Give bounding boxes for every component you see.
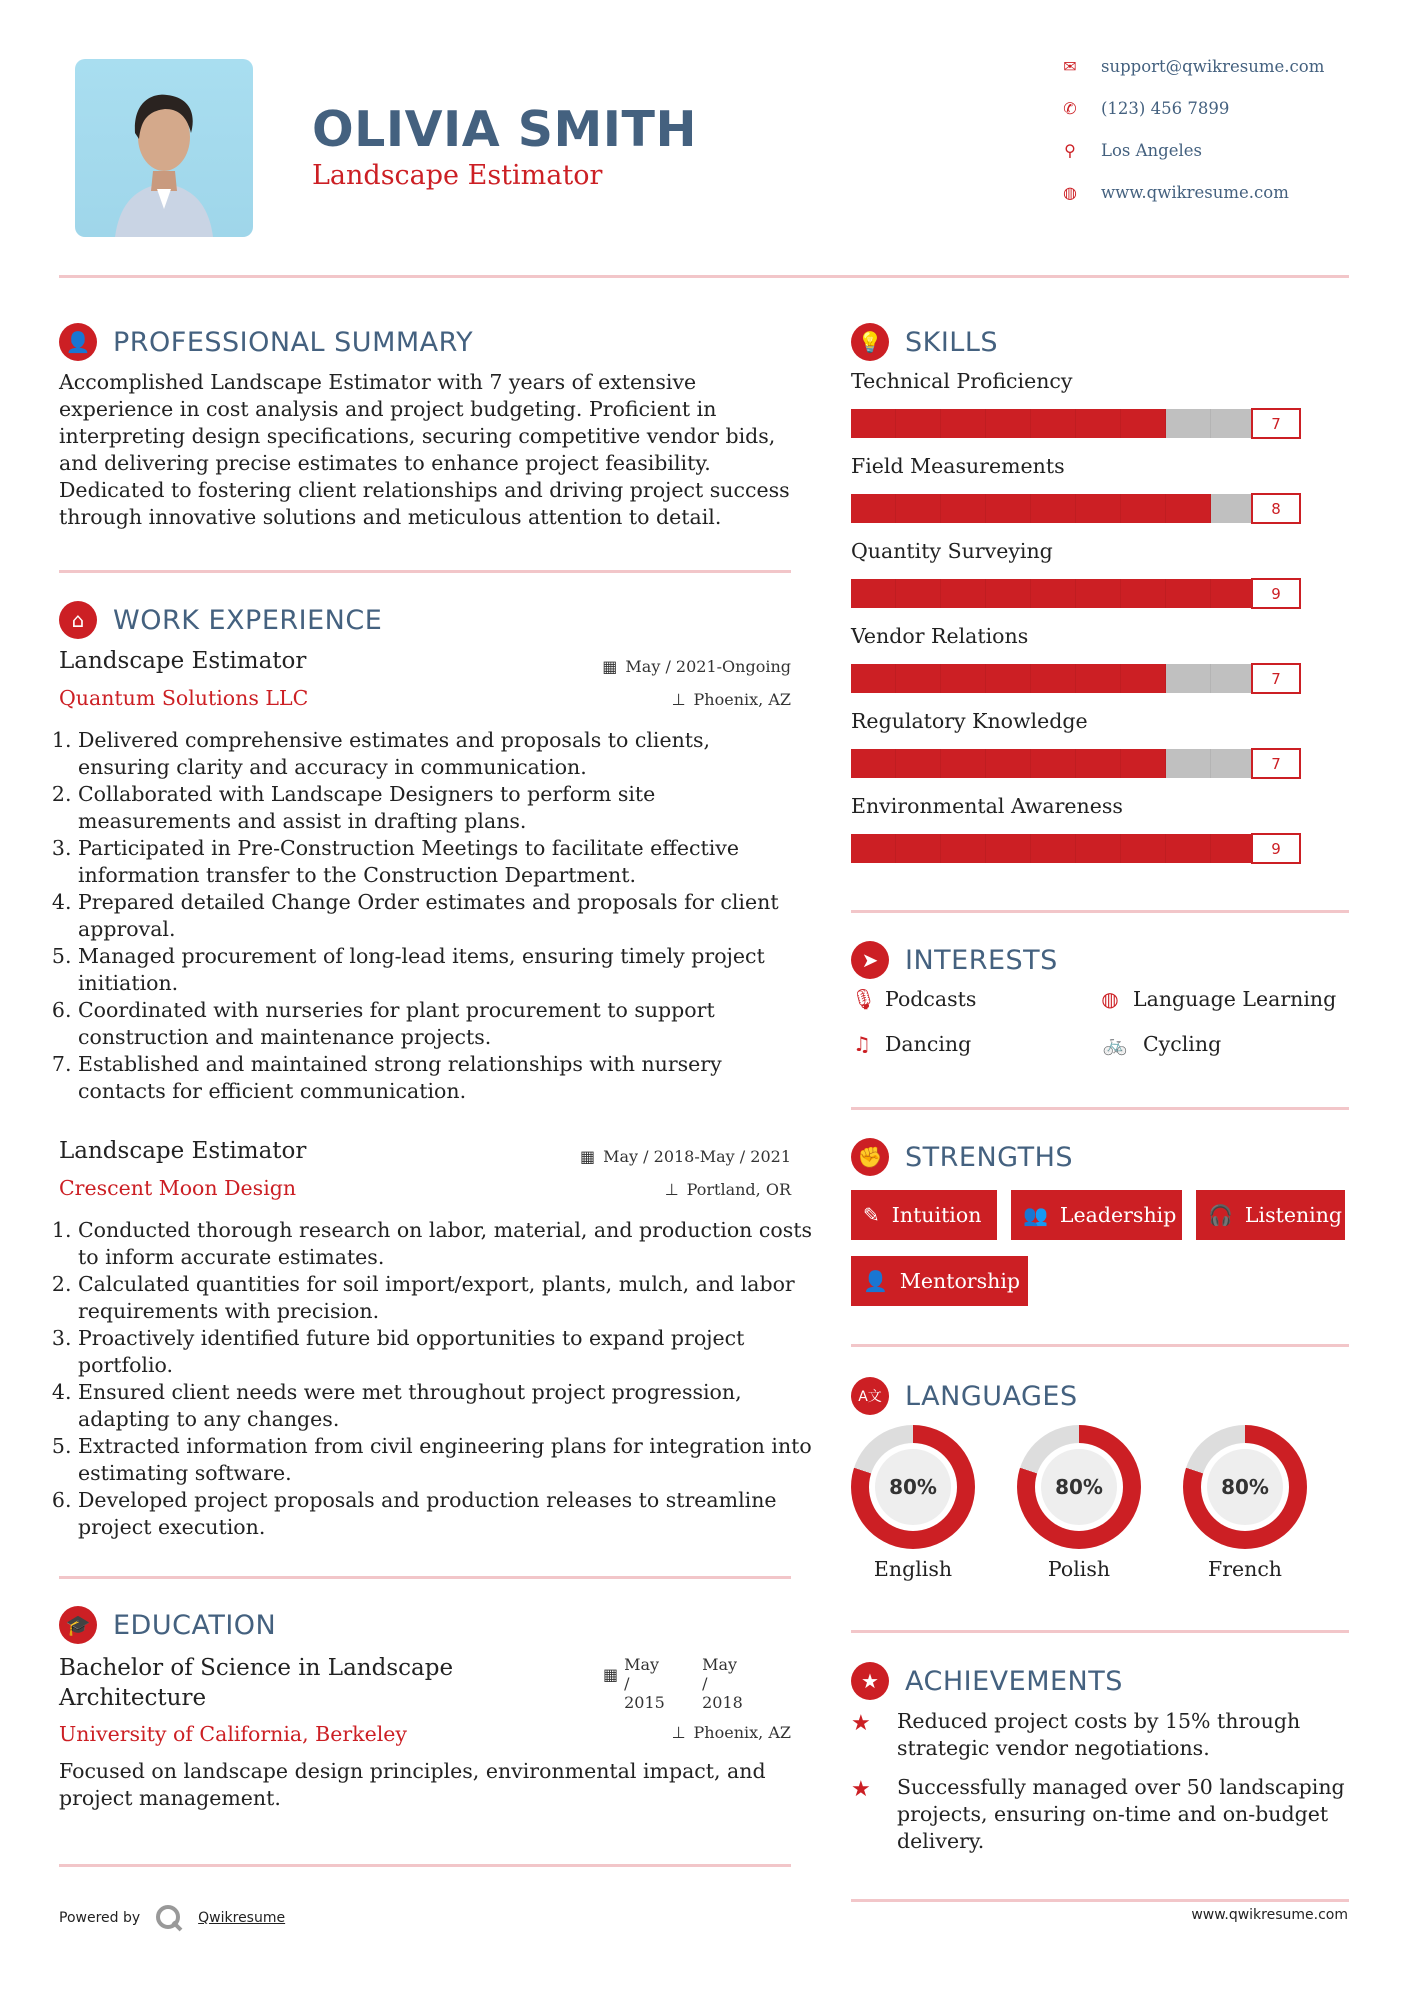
skill-label: Quantity Surveying xyxy=(851,539,1053,563)
interests-heading: ➤ INTERESTS xyxy=(851,941,1058,979)
skill-value: 7 xyxy=(1251,408,1301,439)
users-icon: 👥 xyxy=(1023,1203,1048,1227)
skill-segment xyxy=(1121,834,1166,863)
skill-segment xyxy=(1211,749,1256,778)
language-donut xyxy=(1183,1425,1307,1549)
skill-segment xyxy=(986,579,1031,608)
pin-icon: ⊥ xyxy=(671,1723,686,1742)
skill-segment xyxy=(896,409,941,438)
briefcase-icon: ⌂ xyxy=(59,601,97,639)
skill-segment xyxy=(941,579,986,608)
skill-segment xyxy=(941,494,986,523)
skill-segment xyxy=(851,749,896,778)
contact-website[interactable]: ◍ www.qwikresume.com xyxy=(1061,183,1289,202)
powered-by: Powered by Qwikresume xyxy=(59,1903,285,1933)
skill-segment xyxy=(1211,579,1256,608)
skill-value: 7 xyxy=(1251,663,1301,694)
fist-icon: ✊ xyxy=(851,1138,889,1176)
languages-divider xyxy=(851,1630,1349,1633)
magic-wand-icon: ✎ xyxy=(863,1203,880,1227)
skill-segment xyxy=(851,664,896,693)
language-percent: 80% xyxy=(1207,1449,1283,1525)
footer-url[interactable]: www.qwikresume.com xyxy=(1191,1907,1348,1923)
paper-plane-icon: ➤ xyxy=(851,941,889,979)
education-school: University of California, Berkeley xyxy=(59,1722,407,1746)
skill-segment xyxy=(1166,834,1211,863)
education-description: Focused on landscape design principles, environmental impact, and project management. xyxy=(59,1759,766,1810)
list-item: 5. Extracted information from civil engineering plans for integration into estimating software. xyxy=(78,1433,818,1487)
interest-language-learning: ◍ Language Learning xyxy=(1099,987,1336,1011)
language-label: Polish xyxy=(1047,1557,1111,1581)
skill-segment xyxy=(1031,834,1076,863)
summary-text: Accomplished Landscape Estimator with 7 years of extensive experience in cost analysis and project budgeting. Proficient in interpreting design specifications, securing competitive vendor bids, and delivering precise estimates to enhance project feasibility. Dedicated to fostering client relationships and driving project success through innovative solutions and meticulous attention to detail. xyxy=(59,370,790,529)
skill-segment xyxy=(896,664,941,693)
skill-segment xyxy=(896,749,941,778)
skill-segment xyxy=(1121,749,1166,778)
skill-meter xyxy=(851,409,1301,438)
list-item: 3. Participated in Pre-Construction Meetings to facilitate effective information transfer to the Construction Department. xyxy=(78,835,808,889)
experience-heading: ⌂ WORK EXPERIENCE xyxy=(59,601,382,639)
achievement-item: ★ Successfully managed over 50 landscaping projects, ensuring on-time and on-budget delivery. xyxy=(851,1775,1345,1853)
skills-heading: 💡 SKILLS xyxy=(851,323,998,361)
job-2-dates: ▦ May / 2018-May / 2021 xyxy=(579,1147,791,1166)
skill-segment xyxy=(1076,409,1121,438)
job-2-company: Crescent Moon Design xyxy=(59,1176,297,1200)
skill-segment xyxy=(1031,409,1076,438)
skill-segment xyxy=(1031,494,1076,523)
skill-segment xyxy=(1166,579,1211,608)
skill-segment xyxy=(1121,409,1166,438)
job-2-location: ⊥ Portland, OR xyxy=(664,1180,791,1199)
skill-meter xyxy=(851,664,1301,693)
skill-segment xyxy=(1211,409,1256,438)
skills-divider xyxy=(851,910,1349,913)
education-heading: 🎓 EDUCATION xyxy=(59,1606,276,1644)
job-2-title: Landscape Estimator xyxy=(59,1138,307,1164)
language-label: French xyxy=(1207,1557,1283,1581)
contact-phone[interactable]: ✆ (123) 456 7899 xyxy=(1061,99,1229,118)
skill-segment xyxy=(1076,494,1121,523)
skill-segment xyxy=(1211,494,1256,523)
strengths-divider xyxy=(851,1344,1349,1347)
star-icon: ★ xyxy=(851,1711,871,1736)
skill-label: Vendor Relations xyxy=(851,624,1029,648)
job-1-dates: ▦ May / 2021-Ongoing xyxy=(602,657,791,676)
skill-value: 9 xyxy=(1251,833,1301,864)
skill-segment xyxy=(941,834,986,863)
globe-icon: ◍ xyxy=(1063,183,1077,202)
skill-segment xyxy=(851,579,896,608)
music-note-icon: ♫ xyxy=(853,1032,871,1056)
skill-meter xyxy=(851,834,1301,863)
skill-segment xyxy=(986,664,1031,693)
phone-icon: ✆ xyxy=(1063,99,1077,118)
education-location: ⊥ Phoenix, AZ xyxy=(671,1723,791,1742)
translate-icon: A文 xyxy=(851,1377,889,1415)
skill-meter xyxy=(851,749,1301,778)
skill-label: Technical Proficiency xyxy=(851,369,1073,393)
skill-segment xyxy=(896,579,941,608)
list-item: 3. Proactively identified future bid opportunities to expand project portfolio. xyxy=(78,1325,818,1379)
skill-value: 7 xyxy=(1251,748,1301,779)
microphone-icon: 🎙 xyxy=(851,987,877,1011)
lightbulb-icon: 💡 xyxy=(851,323,889,361)
language-label: English xyxy=(873,1557,953,1581)
contact-email[interactable]: ✉ support@qwikresume.com xyxy=(1061,57,1324,76)
candidate-name: OLIVIA SMITH xyxy=(312,101,697,158)
pin-icon: ⊥ xyxy=(664,1180,679,1199)
strength-mentorship: 👤 Mentorship xyxy=(851,1256,1028,1306)
achievements-divider xyxy=(851,1899,1349,1902)
job-2-responsibilities xyxy=(59,1217,818,1541)
skill-segment xyxy=(1121,494,1166,523)
strength-leadership: 👥 Leadership xyxy=(1011,1190,1182,1240)
skill-value: 8 xyxy=(1251,493,1301,524)
skill-segment xyxy=(896,834,941,863)
skill-segment xyxy=(851,409,896,438)
skill-segment xyxy=(1211,834,1256,863)
language-percent: 80% xyxy=(1041,1449,1117,1525)
calendar-icon: ▦ xyxy=(603,1665,619,1684)
achievements-heading: ★ ACHIEVEMENTS xyxy=(851,1662,1123,1700)
list-item: 1. Delivered comprehensive estimates and proposals to clients, ensuring clarity and accuracy in communication. xyxy=(78,727,808,781)
summary-heading: 👤 PROFESSIONAL SUMMARY xyxy=(59,323,473,361)
star-badge-icon: ★ xyxy=(851,1662,889,1700)
skill-segment xyxy=(1166,749,1211,778)
calendar-icon: ▦ xyxy=(579,1147,596,1166)
interest-podcasts: 🎙 Podcasts xyxy=(851,987,977,1011)
skill-segment xyxy=(1076,749,1121,778)
strength-listening: 🎧 Listening xyxy=(1196,1190,1345,1240)
language-percent: 80% xyxy=(875,1449,951,1525)
candidate-title: Landscape Estimator xyxy=(312,160,603,191)
skill-segment xyxy=(851,494,896,523)
education-divider xyxy=(59,1864,791,1867)
skill-segment xyxy=(851,834,896,863)
experience-divider xyxy=(59,1576,791,1579)
job-1-location: ⊥ Phoenix, AZ xyxy=(671,690,791,709)
education-dates: ▦ May / 2015 May / 2018 xyxy=(603,1655,743,1712)
skill-label: Field Measurements xyxy=(851,454,1065,478)
list-item: 6. Developed project proposals and production releases to streamline project execution. xyxy=(78,1487,818,1541)
skill-label: Environmental Awareness xyxy=(851,794,1123,818)
skill-segment xyxy=(986,834,1031,863)
strengths-heading: ✊ STRENGTHS xyxy=(851,1138,1073,1176)
strength-intuition: ✎ Intuition xyxy=(851,1190,997,1240)
header-divider xyxy=(59,275,1349,278)
contact-location: ⚲ Los Angeles xyxy=(1061,141,1202,160)
list-item: 4. Ensured client needs were met throughout project progression, adapting to any changes. xyxy=(78,1379,818,1433)
skill-segment xyxy=(1121,664,1166,693)
skill-segment xyxy=(941,664,986,693)
envelope-icon: ✉ xyxy=(1063,57,1077,76)
graduation-icon: 🎓 xyxy=(59,1606,97,1644)
skill-meter xyxy=(851,579,1301,608)
skill-segment xyxy=(941,749,986,778)
skill-segment xyxy=(1031,579,1076,608)
job-1-title: Landscape Estimator xyxy=(59,648,307,674)
education-degree: Bachelor of Science in Landscape Architecture xyxy=(59,1655,454,1711)
skill-segment xyxy=(1166,494,1211,523)
skill-segment xyxy=(1076,834,1121,863)
pin-icon: ⊥ xyxy=(671,690,686,709)
skill-segment xyxy=(986,494,1031,523)
calendar-icon: ▦ xyxy=(602,657,618,676)
skill-segment xyxy=(896,494,941,523)
skill-segment xyxy=(1121,579,1166,608)
skill-segment xyxy=(1076,664,1121,693)
interest-dancing: ♫ Dancing xyxy=(851,1032,971,1056)
achievement-item: ★ Reduced project costs by 15% through strategic vendor negotiations. xyxy=(851,1709,1301,1760)
skill-segment xyxy=(941,409,986,438)
profile-photo xyxy=(75,59,253,237)
interests-divider xyxy=(851,1107,1349,1110)
languages-heading: A文 LANGUAGES xyxy=(851,1377,1078,1415)
skill-segment xyxy=(1031,749,1076,778)
globe-icon: ◍ xyxy=(1101,987,1119,1011)
person-portrait-icon xyxy=(75,59,253,237)
headphones-icon: 🎧 xyxy=(1208,1203,1233,1227)
language-donut xyxy=(1017,1425,1141,1549)
star-icon: ★ xyxy=(851,1777,871,1802)
skill-segment xyxy=(1031,664,1076,693)
list-item: 2. Calculated quantities for soil import/export, plants, mulch, and labor requirements with precision. xyxy=(78,1271,818,1325)
list-item: 1. Conducted thorough research on labor, material, and production costs to inform accurate estimates. xyxy=(78,1217,818,1271)
skill-segment xyxy=(1211,664,1256,693)
list-item: 7. Established and maintained strong relationships with nursery contacts for efficient communication. xyxy=(78,1051,808,1105)
skill-meter xyxy=(851,494,1301,523)
list-item: 5. Managed procurement of long-lead items, ensuring timely project initiation. xyxy=(78,943,808,997)
skill-segment xyxy=(1166,664,1211,693)
job-1-company: Quantum Solutions LLC xyxy=(59,686,309,710)
list-item: 2. Collaborated with Landscape Designers to perform site measurements and assist in drafting plans. xyxy=(78,781,808,835)
skill-label: Regulatory Knowledge xyxy=(851,709,1088,733)
skill-segment xyxy=(986,749,1031,778)
job-1-responsibilities xyxy=(59,727,808,1105)
list-item: 6. Coordinated with nurseries for plant procurement to support construction and maintenance projects. xyxy=(78,997,808,1051)
summary-divider xyxy=(59,570,791,573)
brand-link[interactable]: Qwikresume xyxy=(198,1910,286,1926)
qwikresume-logo-icon xyxy=(154,1903,184,1933)
bicycle-icon: 🚲 xyxy=(1102,1032,1128,1056)
skill-segment xyxy=(1166,409,1211,438)
skill-segment xyxy=(986,409,1031,438)
skill-segment xyxy=(1076,579,1121,608)
user-icon: 👤 xyxy=(59,323,97,361)
skill-value: 9 xyxy=(1251,578,1301,609)
interest-cycling: 🚲 Cycling xyxy=(1099,1032,1221,1056)
user-plus-icon: 👤 xyxy=(863,1269,888,1293)
list-item: 4. Prepared detailed Change Order estimates and proposals for client approval. xyxy=(78,889,808,943)
language-donut xyxy=(851,1425,975,1549)
map-pin-icon: ⚲ xyxy=(1064,141,1076,160)
